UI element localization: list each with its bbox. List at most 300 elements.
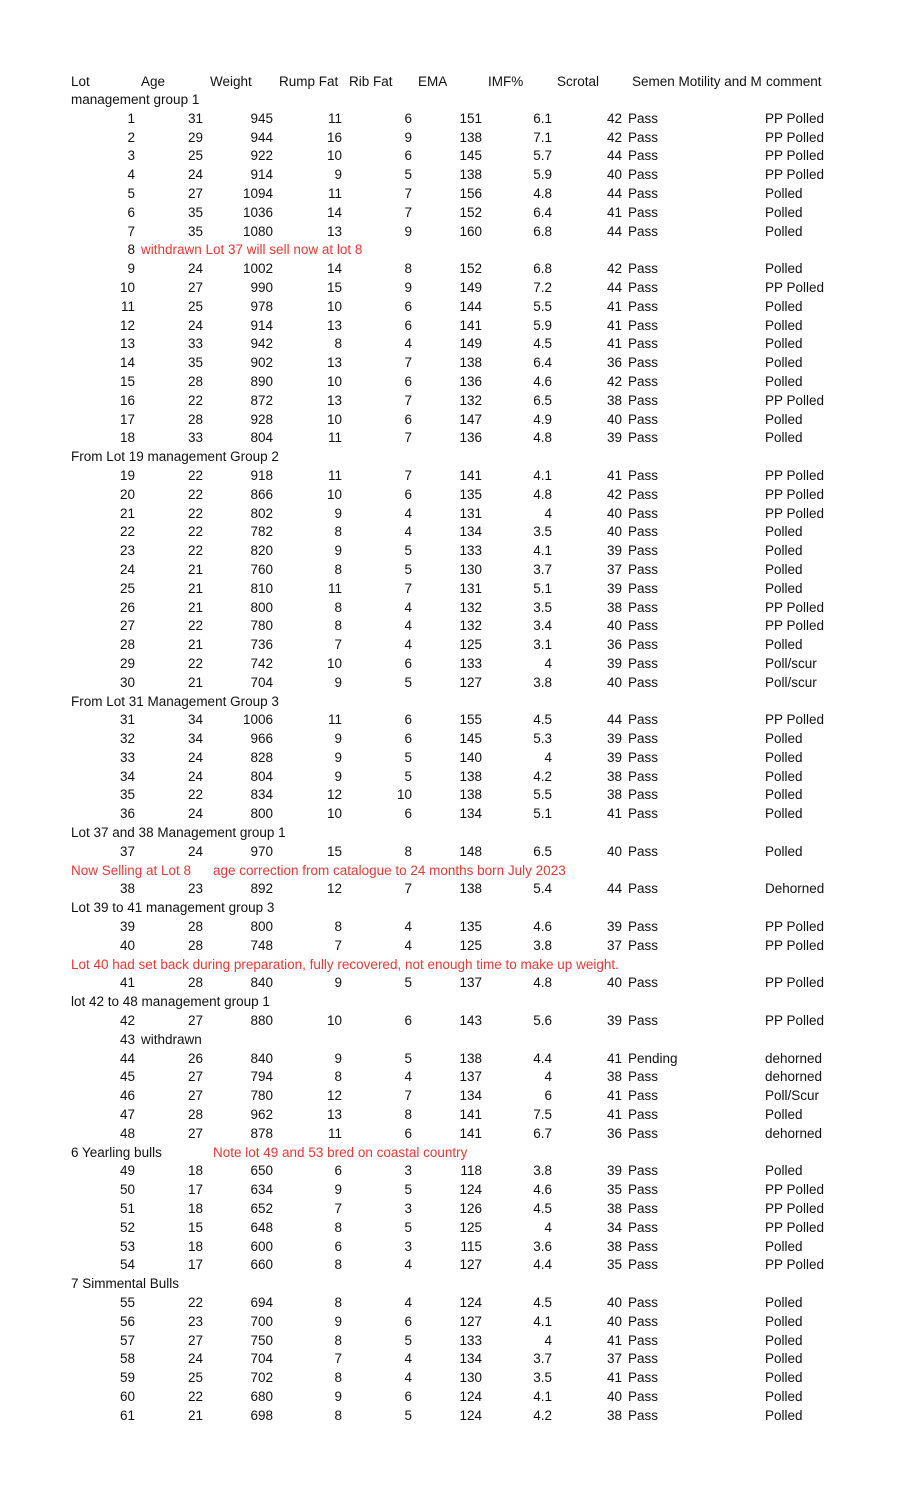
- cell-age: 31: [187, 110, 203, 126]
- cell-rump-fat: 8: [334, 1219, 342, 1235]
- cell-weight: 914: [250, 167, 273, 183]
- cell-scrotal: 40: [606, 411, 622, 427]
- cell-rib-fat: 9: [404, 223, 412, 239]
- cell-rump-fat: 9: [334, 674, 342, 690]
- cell-imf: 4.1: [533, 1388, 552, 1404]
- cell-motility: Pass: [628, 110, 659, 126]
- cell-lot: 16: [119, 392, 135, 408]
- section-label: [0, 91, 900, 110]
- cell-imf: 4.8: [533, 430, 552, 446]
- cell-motility: Pass: [628, 505, 659, 521]
- cell-lot: 61: [119, 1407, 135, 1423]
- cell-comment: PP Polled: [765, 1013, 825, 1029]
- cell-motility: Pass: [628, 768, 659, 784]
- cell-ema: 127: [459, 1257, 482, 1273]
- table-row: [0, 1162, 900, 1181]
- cell-scrotal: 41: [606, 1332, 622, 1348]
- cell-ema: 134: [459, 806, 482, 822]
- cell-rump-fat: 10: [326, 148, 342, 164]
- cell-rib-fat: 6: [404, 712, 412, 728]
- cell-rump-fat: 16: [326, 129, 342, 145]
- cell-rump-fat: 15: [326, 279, 342, 295]
- cell-comment: Polled: [765, 1313, 803, 1329]
- cell-rump-fat: 8: [334, 524, 342, 540]
- table-row: [0, 1332, 900, 1351]
- cell-motility: Pass: [628, 1088, 659, 1104]
- cell-lot: 54: [119, 1257, 135, 1273]
- lot-note-row: [0, 1031, 900, 1050]
- cell-lot: 47: [119, 1107, 135, 1123]
- cell-imf: 4.1: [533, 1313, 552, 1329]
- cell-comment: Polled: [765, 580, 803, 596]
- cell-scrotal: 40: [606, 843, 622, 859]
- cell-lot: 39: [119, 919, 135, 935]
- cell-imf: 6: [544, 1088, 552, 1104]
- cell-ema: 141: [459, 467, 482, 483]
- cell-lot: 41: [119, 975, 135, 991]
- cell-comment: Polled: [765, 524, 803, 540]
- cell-weight: 962: [250, 1107, 273, 1123]
- section-label: [0, 448, 900, 467]
- cell-imf: 4.8: [533, 975, 552, 991]
- cell-rib-fat: 5: [404, 167, 412, 183]
- cell-scrotal: 40: [606, 1313, 622, 1329]
- cell-imf: 3.8: [533, 1163, 552, 1179]
- cell-age: 28: [187, 937, 203, 953]
- cell-lot: 12: [119, 317, 135, 333]
- header-ema: EMA: [418, 74, 448, 89]
- cell-scrotal: 40: [606, 167, 622, 183]
- lot-note-row: [0, 241, 900, 260]
- cell-ema: 138: [459, 129, 482, 145]
- cell-ema: 124: [459, 1295, 482, 1310]
- cell-rib-fat: 9: [404, 279, 412, 295]
- cell-scrotal: 41: [606, 1050, 622, 1066]
- cell-motility: Pass: [628, 392, 659, 408]
- cell-lot: 48: [119, 1125, 135, 1141]
- cell-comment: Polled: [765, 1163, 803, 1179]
- table-row: [0, 1238, 900, 1257]
- table-row: [0, 599, 900, 618]
- cell-age: 24: [187, 806, 203, 822]
- cell-ema: 125: [459, 937, 482, 953]
- cell-rump-fat: 11: [327, 712, 342, 728]
- cell-scrotal: 38: [606, 1201, 622, 1217]
- cell-weight: 928: [250, 411, 273, 427]
- cell-rib-fat: 5: [404, 1332, 412, 1348]
- table-row: [0, 542, 900, 561]
- cell-ema: 138: [459, 881, 482, 897]
- cell-weight: 828: [250, 749, 273, 765]
- cell-weight: 748: [250, 937, 273, 953]
- cell-motility: Pass: [628, 543, 659, 559]
- cell-weight: 1036: [242, 204, 273, 220]
- cell-imf: 5.3: [533, 731, 552, 747]
- cell-imf: 4: [544, 749, 552, 765]
- cell-rib-fat: 7: [404, 430, 412, 446]
- cell-scrotal: 35: [606, 1182, 622, 1198]
- cell-imf: 5.7: [533, 148, 552, 164]
- header-rump-fat: Rump Fat: [279, 74, 339, 89]
- cell-ema: 138: [459, 787, 482, 803]
- table-row: [0, 411, 900, 430]
- cell-weight: 794: [250, 1069, 273, 1085]
- cell-motility: Pass: [628, 524, 659, 540]
- table-row: [0, 486, 900, 505]
- cell-weight: 704: [250, 1351, 273, 1367]
- cell-scrotal: 41: [606, 1107, 622, 1123]
- cell-ema: 131: [459, 580, 482, 596]
- cell-motility: Pass: [628, 430, 659, 446]
- cell-ema: 135: [459, 486, 482, 502]
- cell-age: 21: [187, 1407, 203, 1423]
- section-label-text: Lot 40 had set back during preparation, fully recovered, not enough time to make up weight.: [71, 956, 619, 972]
- cell-ema: 148: [459, 843, 482, 859]
- cell-rib-fat: 6: [404, 731, 412, 747]
- cell-lot: 25: [119, 580, 135, 596]
- cell-weight: 650: [250, 1163, 273, 1179]
- cell-lot: 60: [119, 1388, 135, 1404]
- cell-imf: 3.4: [533, 618, 552, 634]
- table-row: [0, 429, 900, 448]
- cell-imf: 4: [544, 1219, 552, 1235]
- note-text-left: Now Selling at Lot 8: [71, 862, 192, 878]
- cell-scrotal: 39: [606, 919, 622, 935]
- cell-lot: 57: [119, 1332, 135, 1348]
- cell-rib-fat: 3: [404, 1201, 412, 1217]
- cell-imf: 4.6: [533, 919, 552, 935]
- cell-lot: 28: [119, 637, 135, 653]
- cell-scrotal: 44: [606, 712, 622, 728]
- header-imf: IMF%: [488, 74, 524, 89]
- cell-comment: Polled: [765, 1388, 803, 1404]
- cell-lot: 13: [119, 336, 135, 352]
- cell-imf: 3.8: [533, 674, 552, 690]
- cell-lot: 22: [119, 524, 135, 540]
- cell-motility: Pass: [628, 1332, 659, 1348]
- cell-lot: 27: [119, 618, 135, 634]
- table-row: [0, 580, 900, 599]
- cell-weight: 892: [250, 881, 273, 897]
- cell-rib-fat: 9: [404, 129, 412, 145]
- cell-motility: Pass: [628, 167, 659, 183]
- cell-rump-fat: 13: [326, 1107, 342, 1123]
- cell-lot: 32: [119, 731, 135, 747]
- cell-comment: Polled: [765, 787, 803, 803]
- cell-motility: Pass: [628, 1069, 659, 1085]
- cell-rump-fat: 6: [334, 1163, 342, 1179]
- cell-imf: 6.8: [533, 261, 552, 277]
- table-row: [0, 655, 900, 674]
- cell-rump-fat: 10: [326, 486, 342, 502]
- cell-lot: 14: [119, 355, 135, 371]
- cell-lot: 17: [119, 411, 135, 427]
- cell-age: 22: [187, 505, 203, 521]
- cell-rump-fat: 10: [326, 655, 342, 671]
- cell-rib-fat: 6: [404, 1013, 412, 1029]
- cell-weight: 902: [250, 355, 273, 371]
- cell-ema: 115: [460, 1238, 482, 1254]
- cell-weight: 760: [250, 561, 273, 577]
- cell-rump-fat: 8: [334, 336, 342, 352]
- cell-rib-fat: 6: [404, 148, 412, 164]
- cell-age: 24: [187, 1351, 203, 1367]
- table-row: [0, 1369, 900, 1388]
- cell-age: 18: [187, 1163, 203, 1179]
- cell-scrotal: 35: [606, 1257, 622, 1273]
- cell-comment: PP Polled: [765, 618, 825, 634]
- cell-age: 25: [187, 148, 203, 164]
- cell-rib-fat: 7: [404, 1088, 412, 1104]
- cell-weight: 600: [250, 1238, 273, 1254]
- cell-rib-fat: 5: [404, 768, 412, 784]
- cell-rib-fat: 6: [404, 317, 412, 333]
- cell-motility: Pass: [628, 1201, 659, 1217]
- cell-scrotal: 38: [606, 392, 622, 408]
- cell-weight: 700: [250, 1313, 273, 1329]
- cell-imf: 7.2: [533, 279, 552, 295]
- cell-age: 24: [187, 749, 203, 765]
- cell-rib-fat: 5: [404, 1219, 412, 1235]
- cell-weight: 890: [250, 373, 273, 389]
- cell-rump-fat: 7: [334, 1201, 342, 1217]
- cell-comment: Polled: [765, 731, 803, 747]
- cell-age: 18: [187, 1238, 203, 1254]
- cell-comment: Polled: [765, 261, 803, 277]
- cell-comment: dehorned: [765, 1050, 823, 1066]
- cell-imf: 6.5: [533, 843, 552, 859]
- table-row: [0, 786, 900, 805]
- cell-ema: 155: [459, 712, 482, 728]
- cell-scrotal: 40: [606, 674, 622, 690]
- cell-comment: PP Polled: [765, 392, 825, 408]
- cell-motility: Pass: [628, 919, 659, 935]
- cell-age: 24: [187, 843, 203, 859]
- cell-age: 15: [187, 1219, 203, 1235]
- cell-rib-fat: 4: [404, 1295, 412, 1310]
- cell-comment: Polled: [765, 411, 803, 427]
- cell-rib-fat: 4: [404, 637, 412, 653]
- cell-rump-fat: 9: [334, 543, 342, 559]
- cell-ema: 137: [459, 975, 482, 991]
- cell-weight: 680: [250, 1388, 273, 1404]
- cell-weight: 872: [250, 392, 273, 408]
- cell-rump-fat: 8: [334, 599, 342, 615]
- table-row: [0, 1388, 900, 1407]
- cell-scrotal: 39: [606, 655, 622, 671]
- cell-comment: Polled: [765, 1407, 803, 1423]
- table-row: [0, 1068, 900, 1087]
- cell-ema: 124: [459, 1407, 482, 1423]
- cell-ema: 147: [459, 411, 482, 427]
- cell-comment: PP Polled: [765, 1182, 825, 1198]
- cell-ema: 149: [459, 336, 482, 352]
- cell-imf: 4.1: [533, 467, 552, 483]
- cell-age: 18: [187, 1201, 203, 1217]
- cell-motility: Pass: [628, 937, 659, 953]
- cell-motility: Pass: [628, 129, 659, 145]
- cell-motility: Pass: [628, 749, 659, 765]
- cell-age: 28: [187, 411, 203, 427]
- cell-comment: PP Polled: [765, 486, 825, 502]
- cell-ema: 156: [459, 185, 482, 201]
- cell-lot: 3: [127, 148, 135, 164]
- cell-ema: 132: [459, 392, 482, 408]
- cell-rib-fat: 3: [404, 1238, 412, 1254]
- cell-motility: Pass: [628, 148, 659, 164]
- cell-scrotal: 36: [606, 637, 622, 653]
- cell-comment: Polled: [765, 1107, 803, 1123]
- cell-imf: 4.6: [533, 373, 552, 389]
- cell-rib-fat: 6: [404, 1388, 412, 1404]
- cell-motility: Pass: [628, 843, 659, 859]
- cell-weight: 840: [250, 1050, 273, 1066]
- header-row: [0, 72, 900, 91]
- cell-rump-fat: 10: [326, 806, 342, 822]
- cell-comment: dehorned: [765, 1125, 823, 1141]
- cell-weight: 698: [250, 1407, 273, 1423]
- cell-lot: 18: [119, 430, 135, 446]
- cell-age: 28: [187, 919, 203, 935]
- lot-note: withdrawn: [141, 1031, 202, 1047]
- cell-scrotal: 41: [606, 1088, 622, 1104]
- cell-rump-fat: 8: [334, 1295, 342, 1310]
- cell-rib-fat: 5: [404, 674, 412, 690]
- cell-rib-fat: 4: [404, 618, 412, 634]
- cell-imf: 6.1: [533, 110, 552, 126]
- cell-rib-fat: 7: [404, 204, 412, 220]
- cell-ema: 151: [459, 110, 482, 126]
- cell-lot: 59: [119, 1370, 135, 1386]
- cell-weight: 834: [250, 787, 273, 803]
- cell-age: 27: [187, 1013, 203, 1029]
- cell-motility: Pass: [628, 1407, 659, 1423]
- table-row: [0, 279, 900, 298]
- cell-comment: Poll/Scur: [765, 1088, 820, 1104]
- table-row: [0, 1200, 900, 1219]
- cell-comment: PP Polled: [765, 129, 825, 145]
- cell-ema: 134: [459, 524, 482, 540]
- table-row: [0, 1106, 900, 1125]
- cell-ema: 125: [459, 1219, 482, 1235]
- cell-scrotal: 40: [606, 1388, 622, 1404]
- cell-rump-fat: 7: [334, 937, 342, 953]
- cell-imf: 3.7: [533, 561, 552, 577]
- cell-ema: 152: [459, 204, 482, 220]
- cell-comment: Polled: [765, 204, 803, 220]
- cell-rib-fat: 5: [404, 975, 412, 991]
- cell-scrotal: 40: [606, 1295, 622, 1310]
- cell-scrotal: 38: [606, 1407, 622, 1423]
- cell-ema: 145: [459, 731, 482, 747]
- cell-comment: PP Polled: [765, 1219, 825, 1235]
- cell-imf: 6.4: [533, 355, 552, 371]
- cell-age: 33: [187, 336, 203, 352]
- cell-rump-fat: 9: [334, 731, 342, 747]
- cell-age: 22: [187, 655, 203, 671]
- cell-lot: 19: [119, 467, 135, 483]
- table-row: [0, 1407, 900, 1426]
- cell-ema: 127: [459, 674, 482, 690]
- cell-rump-fat: 10: [326, 298, 342, 314]
- cell-scrotal: 41: [606, 298, 622, 314]
- cell-imf: 5.1: [533, 806, 552, 822]
- cell-age: 21: [187, 674, 203, 690]
- cell-age: 27: [187, 1332, 203, 1348]
- cell-scrotal: 44: [606, 881, 622, 897]
- cell-imf: 4: [544, 505, 552, 521]
- header-rib-fat: Rib Fat: [349, 74, 393, 89]
- cell-age: 33: [187, 430, 203, 446]
- cell-comment: Polled: [765, 298, 803, 314]
- cell-rib-fat: 7: [404, 355, 412, 371]
- cell-imf: 3.7: [533, 1351, 552, 1367]
- section-label-text: management group 1: [71, 92, 200, 107]
- cell-lot: 36: [119, 806, 135, 822]
- cell-weight: 750: [250, 1332, 273, 1348]
- cell-motility: Pass: [628, 298, 659, 314]
- cell-rib-fat: 4: [404, 1257, 412, 1273]
- cell-motility: Pass: [628, 1163, 659, 1179]
- cell-motility: Pass: [628, 975, 659, 991]
- cell-scrotal: 41: [606, 317, 622, 333]
- cell-comment: Polled: [765, 561, 803, 577]
- cell-scrotal: 39: [606, 543, 622, 559]
- table-row: [0, 298, 900, 317]
- cell-imf: 5.9: [533, 317, 552, 333]
- cell-lot: 45: [119, 1069, 135, 1085]
- cell-scrotal: 37: [606, 1351, 622, 1367]
- cell-rump-fat: 8: [334, 1069, 342, 1085]
- cell-motility: Pass: [628, 599, 659, 615]
- cell-comment: Polled: [765, 1370, 803, 1386]
- cell-ema: 134: [459, 1351, 482, 1367]
- table-row: [0, 768, 900, 787]
- cell-age: 35: [187, 204, 203, 220]
- cell-weight: 990: [250, 279, 273, 295]
- cell-rump-fat: 12: [326, 881, 342, 897]
- cell-comment: PP Polled: [765, 919, 825, 935]
- cell-imf: 4.5: [533, 712, 552, 728]
- cell-rib-fat: 4: [404, 937, 412, 953]
- cell-imf: 3.6: [533, 1238, 552, 1254]
- cell-motility: Pass: [628, 336, 659, 352]
- cell-rump-fat: 13: [326, 392, 342, 408]
- table-row: [0, 805, 900, 824]
- cell-weight: 704: [250, 674, 273, 690]
- cell-scrotal: 37: [606, 937, 622, 953]
- cell-scrotal: 36: [606, 355, 622, 371]
- cell-rump-fat: 11: [327, 1125, 342, 1141]
- cell-weight: 694: [250, 1295, 273, 1310]
- section-label-text: From Lot 19 management Group 2: [71, 449, 279, 465]
- section-label-text: 7 Simmental Bulls: [71, 1276, 180, 1292]
- cell-scrotal: 42: [606, 110, 622, 126]
- cell-ema: 130: [459, 1370, 482, 1386]
- cell-lot: 23: [119, 543, 135, 559]
- header-scrotal: Scrotal: [557, 74, 600, 89]
- cell-imf: 7.5: [533, 1107, 552, 1123]
- cell-ema: 136: [459, 373, 482, 389]
- cell-age: 35: [187, 355, 203, 371]
- cell-rump-fat: 7: [334, 1351, 342, 1367]
- table-row: [0, 129, 900, 148]
- cell-imf: 5.5: [533, 298, 552, 314]
- table-row: [0, 317, 900, 336]
- cell-rump-fat: 6: [334, 1238, 342, 1254]
- cell-motility: Pass: [628, 787, 659, 803]
- cell-age: 23: [187, 881, 203, 897]
